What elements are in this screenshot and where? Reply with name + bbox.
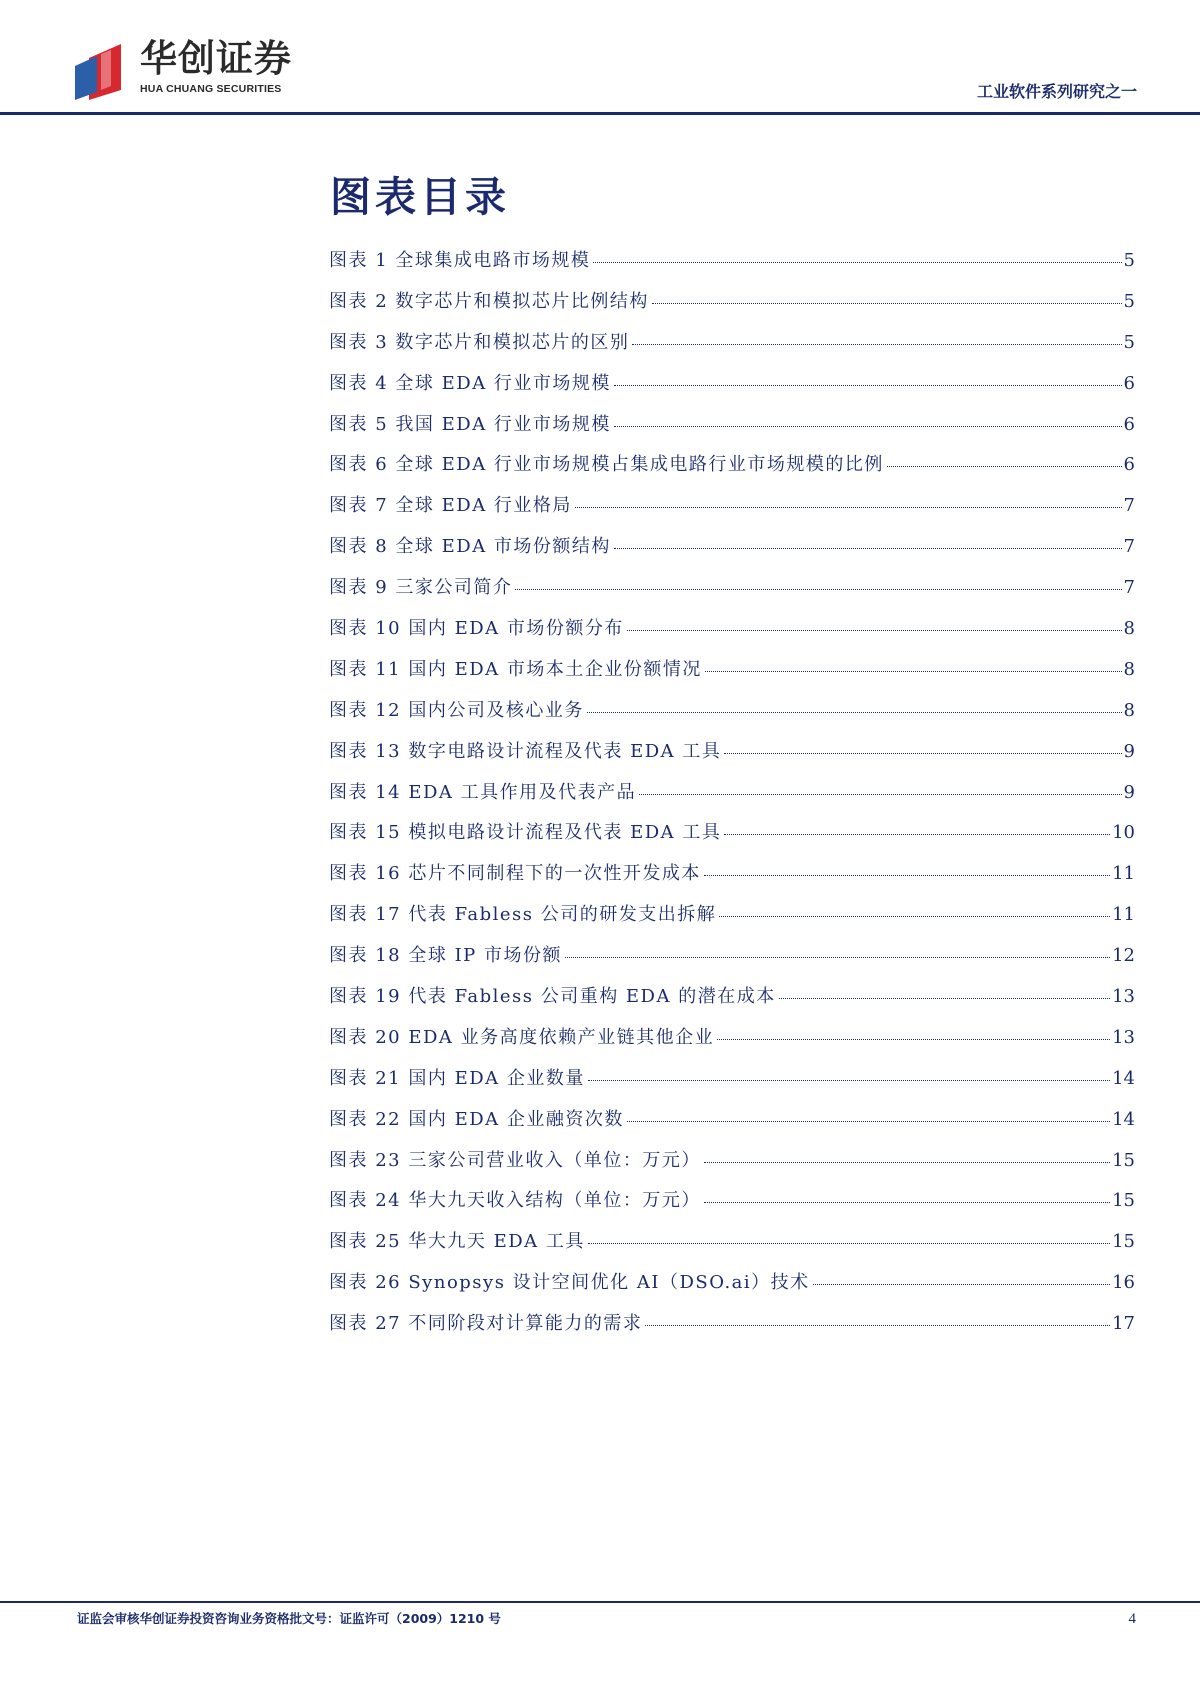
toc-title: 图表目录 [330, 173, 510, 222]
toc-entry[interactable] [329, 614, 1135, 655]
dot-leader [704, 1162, 1110, 1163]
toc-entry[interactable] [329, 369, 1135, 410]
toc-entry-page: 6 [1123, 413, 1135, 435]
dot-leader [704, 875, 1110, 876]
toc-entry-page: 7 [1123, 495, 1135, 517]
toc-entry[interactable] [329, 696, 1135, 737]
toc-entry-label: 图表 18 全球 IP 市场份额 [329, 945, 563, 967]
toc-entry-page: 14 [1112, 1067, 1135, 1089]
toc-entry[interactable] [329, 246, 1135, 287]
dot-leader [632, 344, 1121, 345]
toc-entry[interactable] [329, 1227, 1135, 1268]
dot-leader [639, 794, 1121, 795]
toc-entry[interactable] [329, 859, 1135, 900]
dot-leader [587, 712, 1122, 713]
toc-entry[interactable] [329, 900, 1135, 941]
dot-leader [588, 1243, 1110, 1244]
toc-entry[interactable] [329, 491, 1135, 532]
toc-entry-page: 16 [1112, 1272, 1135, 1294]
toc-entry-page: 6 [1123, 372, 1135, 394]
toc-entry[interactable] [329, 778, 1135, 819]
dot-leader [575, 507, 1122, 508]
toc-entry[interactable] [329, 941, 1135, 982]
logo-english-name: HUA CHUANG SECURITIES [140, 83, 282, 95]
toc-entry-label: 图表 6 全球 EDA 行业市场规模占集成电路行业市场规模的比例 [329, 454, 884, 476]
toc-entry[interactable] [329, 1309, 1135, 1350]
toc-entry[interactable] [329, 982, 1135, 1023]
toc-entry-label: 图表 11 国内 EDA 市场本土企业份额情况 [329, 658, 702, 680]
dot-leader [627, 1121, 1110, 1122]
toc-entry-page: 11 [1112, 863, 1135, 885]
toc-entry-label: 图表 10 国内 EDA 市场份额分布 [329, 618, 624, 640]
toc-entry-page: 12 [1112, 945, 1135, 967]
toc-entry-label: 图表 7 全球 EDA 行业格局 [329, 495, 572, 517]
toc-entry-page: 13 [1112, 986, 1135, 1008]
page-number: 4 [1128, 1611, 1136, 1627]
toc-entry-label: 图表 26 Synopsys 设计空间优化 AI（DSO.ai）技术 [329, 1272, 810, 1294]
toc-entry-label: 图表 20 EDA 业务高度依赖产业链其他企业 [329, 1026, 715, 1048]
dot-leader [627, 630, 1122, 631]
dot-leader [717, 1039, 1110, 1040]
toc-entry-label: 图表 21 国内 EDA 企业数量 [329, 1067, 585, 1089]
toc-entry-page: 14 [1112, 1108, 1135, 1130]
dot-leader [724, 753, 1121, 754]
toc-entry-page: 8 [1123, 699, 1135, 721]
toc-entry-label: 图表 15 模拟电路设计流程及代表 EDA 工具 [329, 822, 722, 844]
toc-entry-page: 8 [1123, 658, 1135, 680]
logo-chinese-name: 华创证券 [140, 37, 292, 80]
dot-leader [614, 385, 1122, 386]
toc-entry-label: 图表 24 华大九天收入结构（单位：万元） [329, 1190, 701, 1212]
toc-entry-label: 图表 19 代表 Fabless 公司重构 EDA 的潜在成本 [329, 986, 776, 1008]
toc-entry-page: 5 [1123, 250, 1135, 271]
footer-divider [0, 1601, 1200, 1603]
report-series-title: 工业软件系列研究之一 [976, 82, 1137, 101]
toc-entry-page: 5 [1123, 331, 1135, 353]
dot-leader [652, 303, 1122, 304]
toc-entry-label: 图表 2 数字芯片和模拟芯片比例结构 [329, 290, 649, 312]
toc-entry[interactable] [329, 1268, 1135, 1309]
toc-entry-page: 10 [1112, 822, 1135, 844]
toc-entry-label: 图表 27 不同阶段对计算能力的需求 [329, 1313, 643, 1335]
dot-leader [719, 916, 1110, 917]
toc-entry-label: 图表 25 华大九天 EDA 工具 [329, 1231, 585, 1253]
page-header [0, 0, 1200, 118]
footer-license-text: 证监会审核华创证券投资咨询业务资格批文号：证监许可（2009）1210 号 [77, 1611, 501, 1626]
toc-entry-label: 图表 14 EDA 工具作用及代表产品 [329, 781, 637, 803]
toc-entry-page: 17 [1112, 1313, 1135, 1335]
toc-entry[interactable] [329, 410, 1135, 451]
dot-leader [588, 1080, 1110, 1081]
figure-toc-list [329, 246, 1135, 1350]
dot-leader [645, 1325, 1110, 1326]
toc-entry[interactable] [329, 1146, 1135, 1187]
toc-entry-label: 图表 13 数字电路设计流程及代表 EDA 工具 [329, 740, 722, 762]
toc-entry[interactable] [329, 1105, 1135, 1146]
toc-entry-page: 15 [1112, 1231, 1135, 1253]
toc-entry[interactable] [329, 655, 1135, 696]
toc-entry-page: 6 [1123, 454, 1135, 476]
toc-entry[interactable] [329, 1064, 1135, 1105]
company-logo-icon [75, 44, 135, 100]
toc-entry-page: 8 [1123, 618, 1135, 640]
toc-entry[interactable] [329, 532, 1135, 573]
toc-entry-label: 图表 23 三家公司营业收入（单位：万元） [329, 1149, 701, 1171]
dot-leader [705, 671, 1122, 672]
toc-entry-label: 图表 12 国内公司及核心业务 [329, 699, 584, 721]
toc-entry-label: 图表 16 芯片不同制程下的一次性开发成本 [329, 863, 701, 885]
dot-leader [565, 957, 1110, 958]
dot-leader [515, 589, 1121, 590]
toc-entry[interactable] [329, 573, 1135, 614]
toc-entry[interactable] [329, 1023, 1135, 1064]
toc-entry-label: 图表 8 全球 EDA 市场份额结构 [329, 536, 611, 558]
toc-entry[interactable] [329, 818, 1135, 859]
toc-entry-label: 图表 22 国内 EDA 企业融资次数 [329, 1108, 624, 1130]
toc-entry[interactable] [329, 287, 1135, 328]
toc-entry-label: 图表 1 全球集成电路市场规模 [329, 250, 591, 271]
toc-entry-page: 5 [1123, 290, 1135, 312]
toc-entry-label: 图表 3 数字芯片和模拟芯片的区别 [329, 331, 630, 353]
toc-entry-page: 7 [1123, 536, 1135, 558]
toc-entry-page: 15 [1112, 1149, 1135, 1171]
toc-entry-page: 9 [1123, 781, 1135, 803]
toc-entry-page: 13 [1112, 1026, 1135, 1048]
dot-leader [813, 1284, 1110, 1285]
toc-entry-page: 15 [1112, 1190, 1135, 1212]
dot-leader [593, 262, 1121, 263]
toc-entry-page: 11 [1112, 904, 1135, 926]
toc-entry-label: 图表 17 代表 Fabless 公司的研发支出拆解 [329, 904, 717, 926]
header-divider [0, 112, 1200, 115]
dot-leader [704, 1202, 1110, 1203]
toc-entry-label: 图表 9 三家公司简介 [329, 577, 513, 599]
toc-entry-page: 9 [1123, 740, 1135, 762]
dot-leader [614, 548, 1122, 549]
toc-entry[interactable] [329, 737, 1135, 778]
dot-leader [779, 998, 1110, 999]
toc-entry[interactable] [329, 450, 1135, 491]
toc-entry-page: 7 [1123, 577, 1135, 599]
dot-leader [724, 834, 1110, 835]
toc-entry-label: 图表 4 全球 EDA 行业市场规模 [329, 372, 611, 394]
toc-entry[interactable] [329, 1186, 1135, 1227]
dot-leader [614, 426, 1122, 427]
dot-leader [887, 466, 1122, 467]
toc-entry[interactable] [329, 328, 1135, 369]
toc-entry-label: 图表 5 我国 EDA 行业市场规模 [329, 413, 611, 435]
